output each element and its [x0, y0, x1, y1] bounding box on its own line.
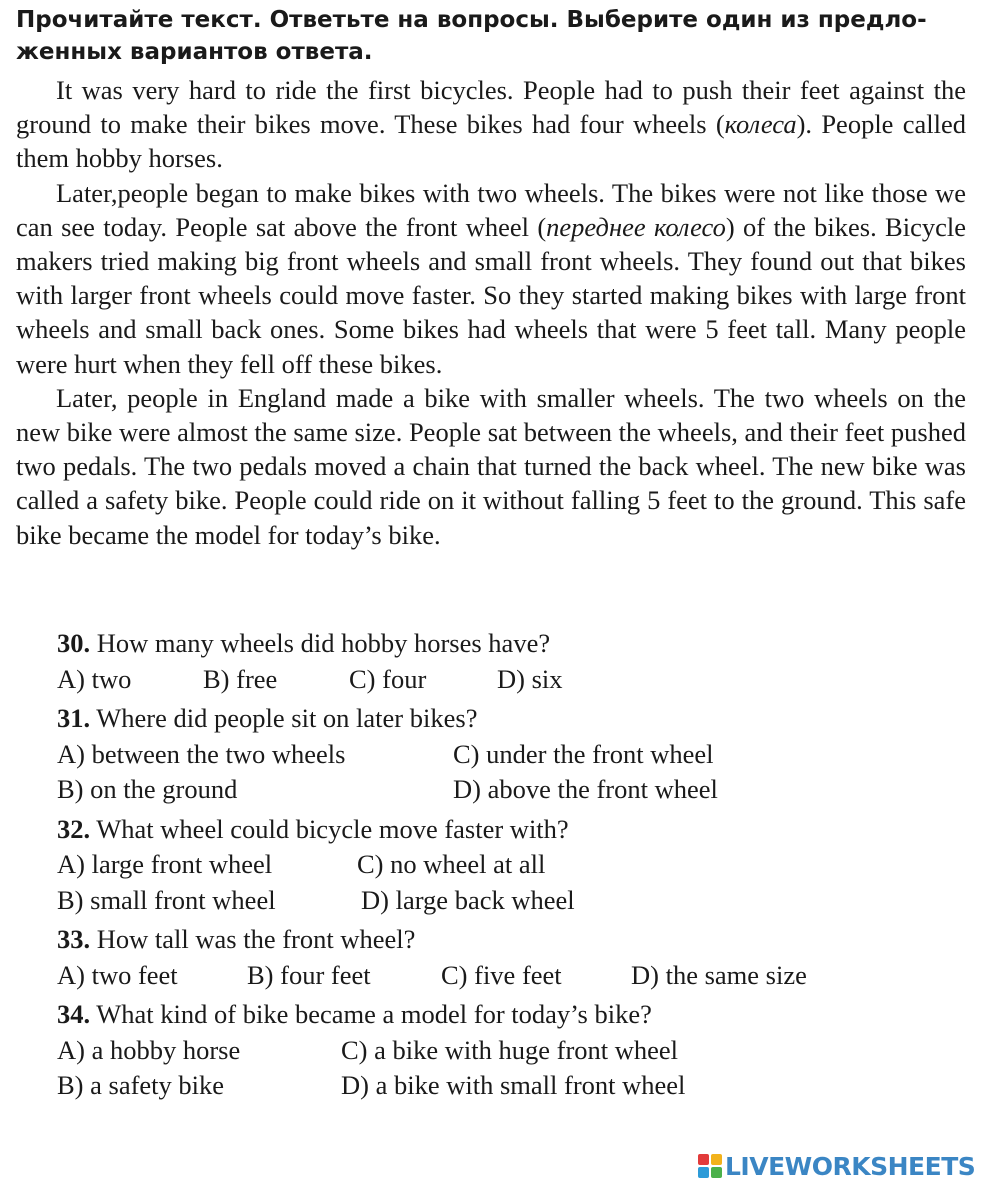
question-33 — [57, 922, 977, 993]
question-text: How tall was the front wheel? — [96, 924, 416, 954]
answer-option-a[interactable]: A) large front wheel — [57, 849, 273, 879]
question-text: What wheel could bicycle move faster with? — [96, 813, 569, 844]
reading-passage — [16, 73, 966, 552]
answer-option-b[interactable]: B) a safety bike — [57, 1070, 225, 1100]
instructions-heading: Прочитайте текст. Ответьте на вопросы. Выберите один из предло-женных вариантов ответа. — [16, 7, 927, 65]
answer-option-d[interactable]: D) the same size — [631, 959, 807, 990]
answer-option-c[interactable]: C) under the front wheel — [453, 738, 714, 769]
answer-option-d[interactable]: D) six — [497, 663, 563, 694]
question-number: 33. — [57, 924, 91, 954]
question-text: What kind of bike became a model for today’s bike? — [96, 999, 652, 1029]
question-34 — [57, 997, 977, 1104]
liveworksheets-logo-icon — [697, 1153, 723, 1179]
answer-option-a[interactable]: A) a hobby horse — [57, 1034, 241, 1065]
question-number: 31. — [57, 703, 91, 733]
answer-option-b[interactable]: B) free — [203, 663, 278, 694]
question-text: How many wheels did hobby horses have? — [96, 628, 551, 658]
question-31 — [57, 701, 977, 808]
answer-option-b[interactable]: B) on the ground — [57, 774, 238, 804]
answer-option-b[interactable]: B) four feet — [247, 959, 371, 990]
answer-option-c[interactable]: C) five feet — [441, 959, 562, 990]
answer-option-d[interactable]: D) a bike with small front wheel — [341, 1070, 686, 1100]
passage-paragraph-3: Later, people in England made a bike with smaller wheels. The two wheels on the new bike were almost the same size. People sat between the wheels, and their feet pushed two pedals. The two pedals moved a chain that turned the back wheel. The new bike was called a safety bike. People could ride on it without falling 5 feet to the ground. This safe bike became the model for today’s bike. — [16, 382, 966, 550]
question-number: 32. — [57, 813, 91, 844]
passage-paragraph-1: It was very hard to ride the first bicycles. People had to push their feet against the ground to make their bikes move. These bikes had four wheels (колеса). People called them hobby horses. — [16, 75, 966, 174]
question-number: 30. — [57, 628, 91, 658]
answer-option-c[interactable]: C) no wheel at all — [357, 849, 546, 879]
answer-option-c[interactable]: C) a bike with huge front wheel — [341, 1034, 679, 1065]
answer-option-d[interactable]: D) large back wheel — [361, 884, 575, 915]
answer-option-b[interactable]: B) small front wheel — [57, 884, 276, 915]
question-30 — [57, 626, 977, 697]
passage-paragraph-2: Later,people began to make bikes with two wheels. The bikes were not like those we can see today. People sat above the front wheel (переднее колесо) of the bikes. Bicycle makers tried making big front wheels and small front wheels. They found out that bikes with larger front wheels could move faster. So they started making bikes with large front wheels and small back ones. Some bikes had wheels that were 5 feet tall. Many people were hurt when they fell off these bikes. — [16, 177, 966, 379]
liveworksheets-logo — [697, 1149, 975, 1183]
question-32 — [57, 812, 977, 919]
answer-option-a[interactable]: A) between the two wheels — [57, 738, 346, 769]
answer-option-c[interactable]: C) four — [349, 663, 427, 694]
question-number: 34. — [57, 999, 91, 1029]
logo-text: LIVEWORKSHEETS — [725, 1151, 976, 1181]
question-text: Where did people sit on later bikes? — [96, 703, 478, 733]
question-list — [57, 626, 977, 1104]
answer-option-a[interactable]: A) two — [57, 663, 132, 694]
russian-translation: колеса — [724, 109, 797, 140]
answer-option-a[interactable]: A) two feet — [57, 959, 178, 990]
russian-translation: переднее колесо — [546, 211, 726, 242]
answer-option-d[interactable]: D) above the front wheel — [453, 774, 718, 804]
